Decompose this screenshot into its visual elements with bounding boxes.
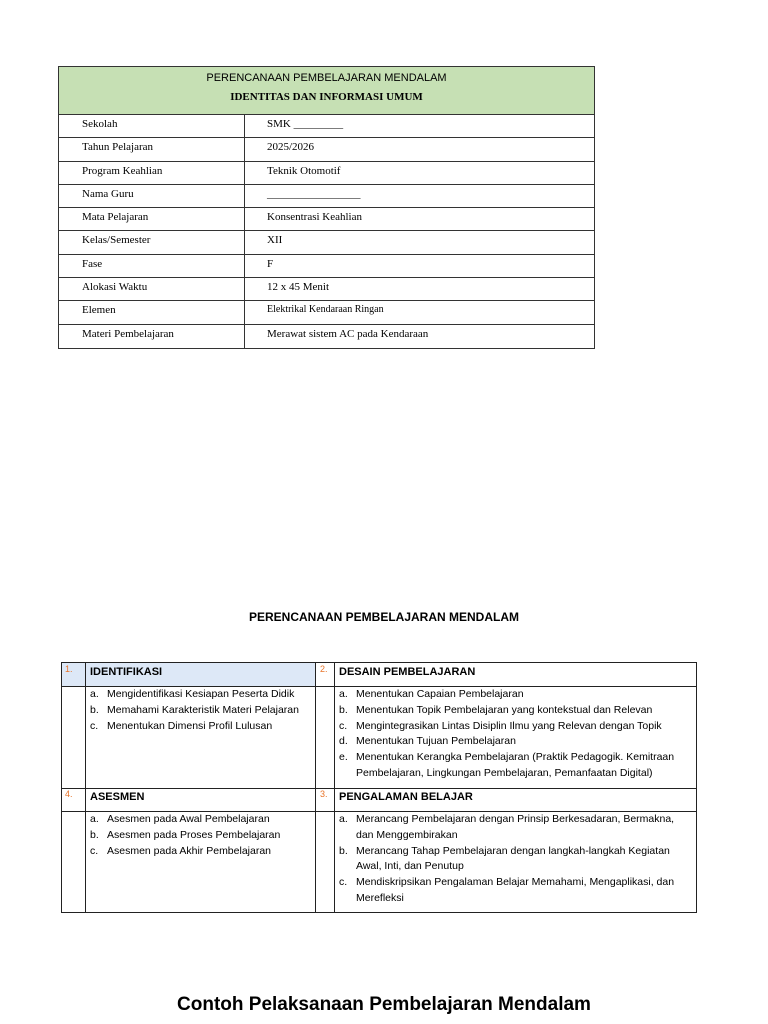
table-row [59,325,594,348]
row-label: Mata Pelajaran [59,208,245,230]
list-item: a. Mengidentifikasi Kesiapan Peserta Didik [90,688,295,700]
table-row [59,115,594,138]
section-title: ASESMEN [90,791,145,803]
row-value: 12 x 45 Menit [267,281,330,294]
row-label: Nama Guru [59,185,245,207]
table-row [59,278,594,301]
row-value: Konsentrasi Keahlian [267,211,362,224]
section-number: 2. [320,664,328,674]
list-item: c. Menentukan Dimensi Profil Lulusan [90,719,273,732]
example-heading: Contoh Pelaksanaan Pembelajaran Mendalam [177,994,591,1015]
section-title: IDENTIFIKASI [90,666,163,678]
identity-table-title: PERENCANAAN PEMBELAJARAN MENDALAM [206,72,447,84]
row-value: XII [267,234,283,247]
row-value: F [267,257,274,270]
section-title: PENGALAMAN BELAJAR [339,791,473,803]
row-label: Sekolah [59,115,245,137]
list-item: b. Asesmen pada Proses Pembelajaran [90,828,281,841]
table-row [59,208,594,231]
asesmen-list [90,812,313,859]
list-item: b. Memahami Karakteristik Materi Pelajaran [90,703,299,716]
table-row [59,138,594,161]
list-item: c. Mendiskripsikan Pengalaman Belajar Memahami, Mengaplikasi, dan Merefleksi [339,876,675,904]
row-value: Merawat sistem AC pada Kendaraan [267,327,429,340]
section-number: 1. [65,664,73,674]
table-row [59,255,594,278]
list-item: e. Menentukan Kerangka Pembelajaran (Praktik Pedagogik. Kemitraan Pembelajaran, Lingkungan Pembelajaran, Pemanfaatan Digital) [339,751,675,779]
section-title: DESAIN PEMBELAJARAN [339,666,476,678]
row-label: Fase [59,255,245,277]
identity-table-header [59,67,594,115]
row-value: Elektrikal Kendaraan Ringan [267,304,384,316]
identifikasi-list [90,687,313,734]
planning-title: PERENCANAAN PEMBELAJARAN MENDALAM [248,610,519,624]
row-label: Elemen [59,301,245,323]
list-item: c. Asesmen pada Akhir Pembelajaran [90,844,272,857]
row-label: Alokasi Waktu [59,278,245,300]
identity-table [58,66,595,349]
identity-table-subtitle: IDENTITAS DAN INFORMASI UMUM [230,91,423,103]
list-item: b. Menentukan Topik Pembelajaran yang kontekstual dan Relevan [339,703,653,716]
row-label: Kelas/Semester [59,231,245,253]
row-value: SMK _________ [267,118,344,130]
table-row [59,162,594,185]
row-label: Tahun Pelajaran [59,138,245,160]
row-value: 2025/2026 [267,141,315,154]
row-value: _________________ [267,187,361,200]
list-item: a. Asesmen pada Awal Pembelajaran [90,813,270,825]
table-row [59,301,594,324]
divider [62,788,696,789]
list-item: a. Merancang Pembelajaran dengan Prinsip Berkesadaran, Bermakna, dan Menggembirakan [339,813,675,841]
pengalaman-list [339,812,691,907]
planning-table [61,662,697,913]
table-row [59,231,594,254]
list-item: d. Menentukan Tujuan Pembelajaran [339,735,516,748]
desain-list [339,687,691,782]
list-item: c. Mengintegrasikan Lintas Disiplin Ilmu yang Relevan dengan Topik [339,719,662,732]
section-number: 4. [65,789,73,799]
row-value: Teknik Otomotif [267,164,341,177]
list-item: b. Merancang Tahap Pembelajaran dengan langkah-langkah Kegiatan Awal, Inti, dan Penutup [339,844,670,873]
list-item: a. Menentukan Capaian Pembelajaran [339,688,524,700]
row-label: Program Keahlian [59,162,245,184]
section-number: 3. [320,789,328,799]
table-row [59,185,594,208]
row-label: Materi Pembelajaran [59,325,245,348]
